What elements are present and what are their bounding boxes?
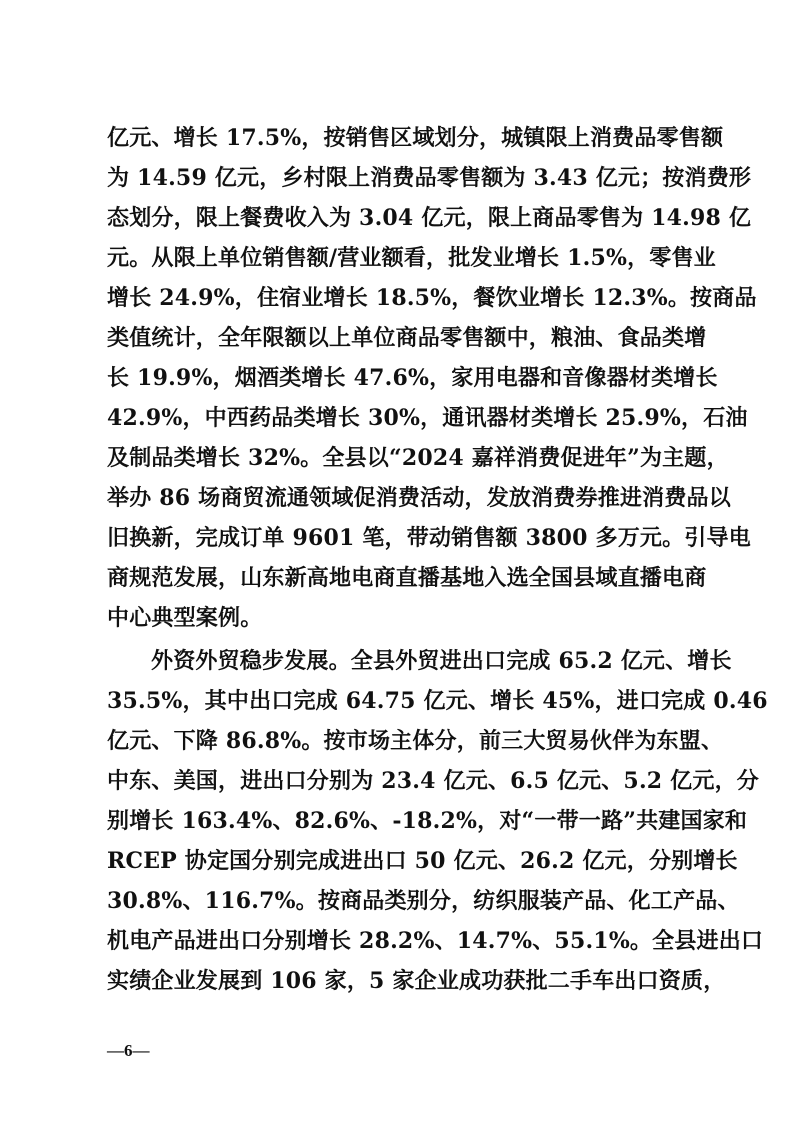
text-line: 元。从限上单位销售额/营业额看，批发业增长 1.5%，零售业 (107, 245, 716, 271)
text-line: 42.9%，中西药品类增长 30%，通讯器材类增长 25.9%，石油 (107, 405, 748, 431)
text-line: 商规范发展，山东新高地电商直播基地入选全国县域直播电商 (107, 565, 707, 591)
text-line: 举办 86 场商贸流通领域促消费活动，发放消费券推进消费品以 (107, 485, 731, 511)
text-line: 类值统计，全年限额以上单位商品零售额中，粮油、食品类增 (107, 325, 707, 351)
text-line: 35.5%，其中出口完成 64.75 亿元、增长 45%，进口完成 0.46 (107, 688, 768, 714)
text-line: 机电产品进出口分别增长 28.2%、14.7%、55.1%。全县进出口 (107, 928, 764, 954)
text-line: 别增长 163.4%、82.6%、-18.2%，对“一带一路”共建国家和 (107, 808, 748, 834)
text-line: 亿元、下降 86.8%。按市场主体分，前三大贸易伙伴为东盟、 (107, 728, 724, 754)
text-line: 中东、美国，进出口分别为 23.4 亿元、6.5 亿元、5.2 亿元，分 (107, 768, 759, 794)
text-line: 增长 24.9%，住宿业增长 18.5%，餐饮业增长 12.3%。按商品 (107, 285, 757, 311)
text-line: 旧换新，完成订单 9601 笔，带动销售额 3800 多万元。引导电 (107, 525, 751, 551)
text-line: 30.8%、116.7%。按商品类别分，纺织服装产品、化工产品、 (107, 888, 740, 914)
text-line: 态划分，限上餐费收入为 3.04 亿元，限上商品零售为 14.98 亿 (107, 205, 752, 231)
paragraph-first-line: 外资外贸稳步发展。全县外贸进出口完成 65.2 亿元、增长 (151, 648, 732, 674)
text-line: 及制品类增长 32%。全县以“2024 嘉祥消费促进年”为主题， (107, 445, 729, 471)
page-number: —6— (107, 1041, 150, 1060)
text-line: 实绩企业发展到 106 家，5 家企业成功获批二手车出口资质， (107, 968, 726, 994)
text-line: 为 14.59 亿元，乡村限上消费品零售额为 3.43 亿元；按消费形 (107, 165, 752, 191)
text-line: RCEP 协定国分别完成进出口 50 亿元、26.2 亿元，分别增长 (107, 848, 738, 874)
text-line: 中心典型案例。 (107, 605, 263, 631)
text-line: 亿元、增长 17.5%，按销售区域划分，城镇限上消费品零售额 (107, 125, 724, 151)
text-line: 长 19.9%，烟酒类增长 47.6%，家用电器和音像器材类增长 (107, 365, 718, 391)
